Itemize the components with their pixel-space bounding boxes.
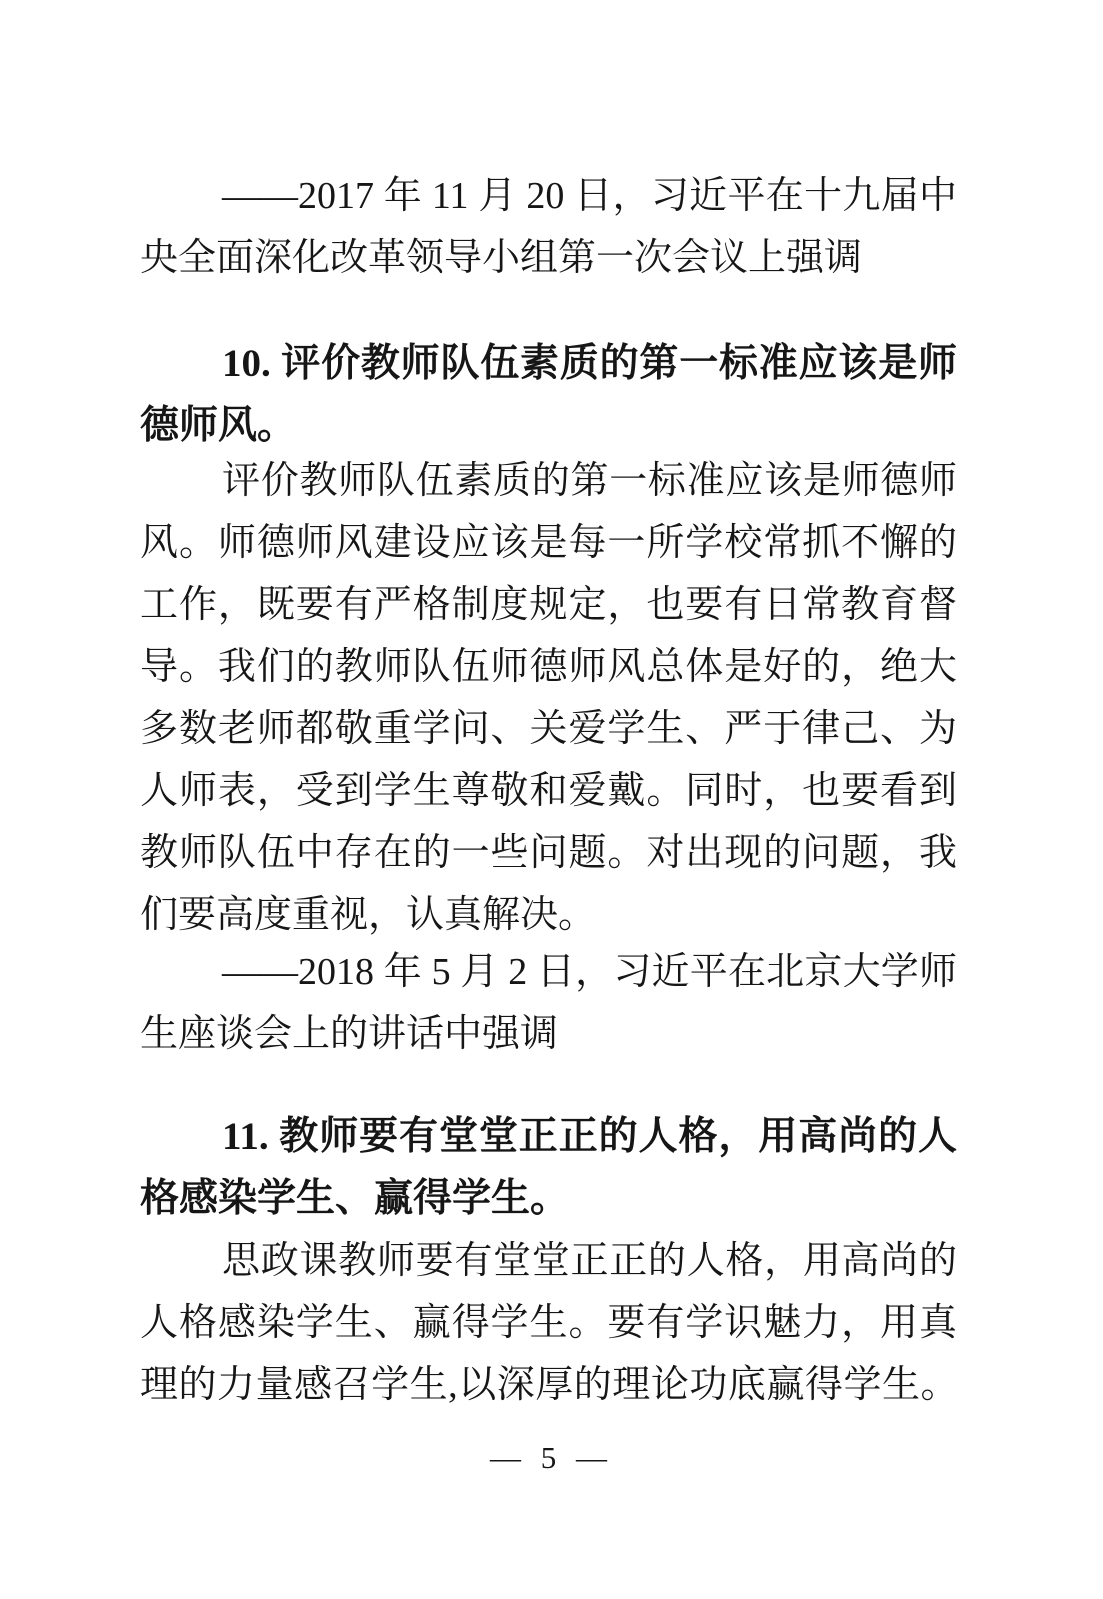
text-line: 评价教师队伍素质的第一标准应该是师德师 [222, 460, 957, 502]
heading-line: 德师风。 [140, 404, 297, 447]
text-line: 理的力量感召学生,以深厚的理论功底赢得学生。 [140, 1364, 957, 1406]
text-line: 教师队伍中存在的一些问题。对出现的问题，我 [140, 832, 957, 874]
heading-line: 11. 教师要有堂堂正正的人格，用高尚的人 [222, 1115, 957, 1158]
text-line: 人师表，受到学生尊敬和爱戴。同时，也要看到 [140, 770, 957, 812]
section-10-paragraph [140, 450, 957, 946]
text-line: 思政课教师要有堂堂正正的人格，用高尚的 [222, 1240, 957, 1282]
text-line: ——2017 年 11 月 20 日，习近平在十九届中 [222, 175, 957, 217]
section-11-heading [140, 1106, 957, 1230]
text-line: 风。师德师风建设应该是每一所学校常抓不懈的 [140, 522, 957, 564]
section-10-heading [140, 333, 957, 457]
text-line: 工作，既要有严格制度规定，也要有日常教育督 [140, 584, 957, 626]
heading-line: 格感染学生、赢得学生。 [140, 1177, 570, 1220]
text-line: 央全面深化改革领导小组第一次会议上强调 [140, 237, 863, 279]
citation-2017 [140, 165, 957, 289]
text-line: 多数老师都敬重学问、关爱学生、严于律己、为 [140, 708, 957, 750]
text-line: 们要高度重视，认真解决。 [140, 894, 597, 936]
page-number: — 5 — [490, 1440, 613, 1475]
text-line: 导。我们的教师队伍师德师风总体是好的，绝大 [140, 646, 957, 688]
heading-line: 10. 评价教师队伍素质的第一标准应该是师 [222, 342, 957, 385]
text-line: 人格感染学生、赢得学生。要有学识魅力，用真 [140, 1302, 957, 1344]
citation-2018 [140, 941, 957, 1065]
text-line: 生座谈会上的讲话中强调 [140, 1013, 559, 1055]
section-11-paragraph [140, 1230, 957, 1416]
text-line: ——2018 年 5 月 2 日，习近平在北京大学师 [222, 951, 957, 993]
